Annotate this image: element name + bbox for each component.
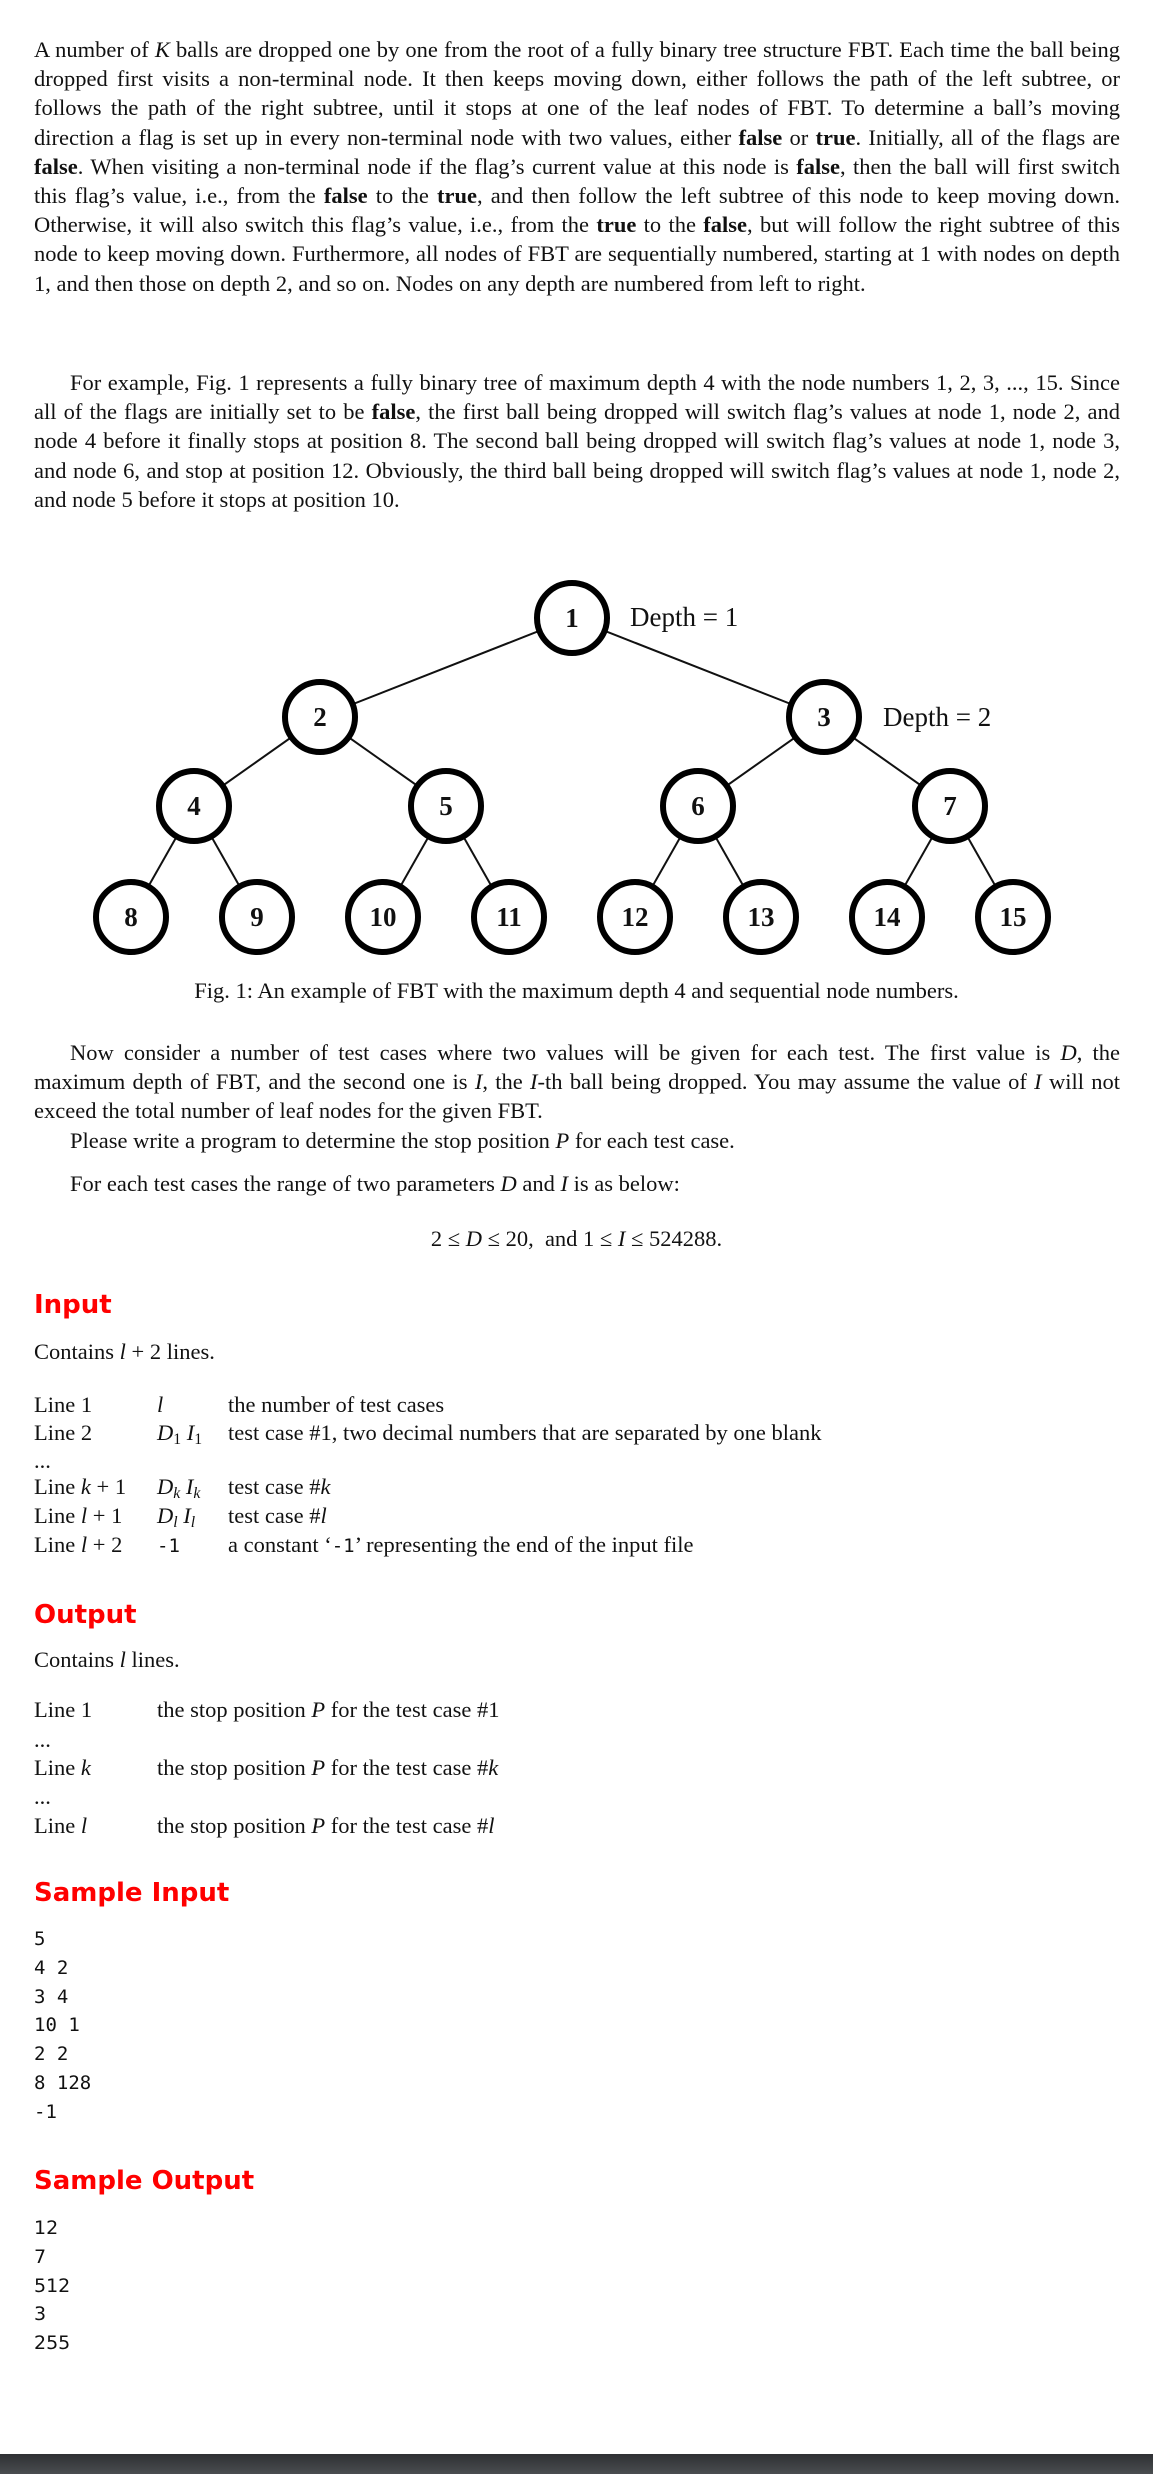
bold-true: true [596, 212, 637, 238]
input-line-description: test case #k [228, 1474, 331, 1499]
sample-input-heading: Sample Input [34, 1878, 230, 1908]
math-D: D [500, 1171, 517, 1196]
sample-output-line: 255 [34, 2332, 71, 2355]
math-I: I [474, 1069, 483, 1095]
bold-false: false [371, 399, 416, 425]
input-line-value: $D_l$ $I_l$ [157, 1503, 196, 1531]
text: and [516, 1171, 561, 1196]
text: 2 ≤ [430, 1226, 466, 1251]
input-contains [34, 1338, 215, 1366]
input-line-label: Line 1 [34, 1392, 93, 1417]
output-line-label: Line 1 [34, 1697, 93, 1722]
math-I: I [1034, 1069, 1042, 1095]
tree-node-12 [600, 882, 670, 952]
input-line-description: test case #l [228, 1503, 327, 1528]
fbt-tree-figure [0, 560, 1153, 970]
text: For example, Fig. 1 represents a fully binary tree of maximum depth 4 with the node numbers 1, 2, 3, ..., 15. Since all of the flags are initially set to be [34, 370, 1120, 425]
text: or [782, 124, 816, 150]
tree-node-label: 13 [747, 902, 775, 932]
text: lines. [125, 1647, 180, 1672]
tree-node-13 [726, 882, 796, 952]
sample-input-line: 10 1 [34, 2014, 80, 2037]
bold-false: false [703, 212, 748, 238]
input-line-label: ... [34, 1448, 51, 1473]
input-line-label: Line 2 [34, 1420, 93, 1445]
math-D: D [465, 1226, 482, 1251]
sample-output-line: 3 [34, 2303, 47, 2326]
text: Please write a program to determine the stop position [70, 1128, 556, 1153]
sample-output-line: 12 [34, 2217, 59, 2239]
sample-output-line: 512 [34, 2274, 71, 2297]
tree-node-4 [159, 771, 229, 841]
text: to the [636, 212, 704, 238]
output-line-label: Line l [34, 1813, 88, 1838]
input-line-label: Line l + 2 [34, 1532, 123, 1557]
text: A number of [34, 37, 155, 62]
bottom-bar [0, 2454, 1153, 2474]
tree-node-label: 5 [439, 791, 453, 821]
text: + 2 lines. [125, 1339, 215, 1364]
sample-output-line: 7 [34, 2245, 47, 2268]
tree-node-label: 15 [999, 902, 1027, 932]
tree-node-label: 7 [943, 791, 957, 821]
text: . Initially, all of the flags are [855, 124, 1120, 150]
input-line-description: test case #1, two decimal numbers that are separated by one blank [228, 1420, 822, 1445]
input-line-label: Line l + 1 [34, 1503, 123, 1528]
bold-false: false [323, 183, 368, 209]
text: , the maximum depth of FBT, and the second one is [34, 1040, 1120, 1095]
tree-node-5 [411, 771, 481, 841]
body-paragraph-3 [34, 1038, 1120, 1126]
input-heading: Input [34, 1290, 112, 1320]
sample-input-line: 5 [34, 1928, 46, 1950]
sample-input-line: 3 4 [34, 1985, 69, 2008]
tree-node-7 [915, 771, 985, 841]
depth-label-1: Depth = 1 [630, 602, 739, 632]
tree-node-3 [789, 682, 859, 752]
depth-label-2: Depth = 2 [883, 702, 992, 732]
tree-node-6 [663, 771, 733, 841]
text: balls are dropped one by one from the root of a fully binary tree structure FBT. Each time the ball being dropped first visits a non-terminal node. It then keeps moving down, either follows the path of the left subtree, or follows the path of the right subtree, until it stops at one of the leaf nodes of FBT. To determine a ball’s moving direction a flag is set up in every non-terminal node with two values, either [34, 37, 1120, 150]
tree-nodes [96, 583, 1048, 952]
math-I: I [530, 1069, 538, 1095]
tree-edge-1-2 [320, 618, 572, 717]
text: Contains [34, 1339, 120, 1364]
math-l: l [119, 1339, 126, 1364]
output-contains [34, 1646, 180, 1674]
tree-node-label: 10 [369, 902, 397, 932]
text: , but will follow the right subtree of this node to keep moving down. Furthermore, all nodes of FBT are sequentially numbered, starting at 1 with nodes on depth 1, and then those on depth 2, and so on. Nodes on any depth are numbered from left to right. [34, 212, 1120, 296]
tree-node-label: 12 [621, 902, 649, 932]
text: for each test case. [569, 1128, 735, 1153]
text: , the first ball being dropped will switch flag’s values at node 1, node 2, and node 4 before it finally stops at position 8. The second ball being dropped will switch flag’s values at node 1, node 3, and node 6, and stop at position 12. Obviously, the third ball being dropped will switch flag’s values at node 1, node 2, and node 5 before it stops at position 10. [34, 399, 1120, 512]
output-line-description: the stop position P for the test case #1 [157, 1697, 500, 1722]
constraint-formula [0, 1226, 1153, 1252]
input-line-label: Line k + 1 [34, 1474, 127, 1499]
sample-input-line: -1 [34, 2100, 57, 2123]
tree-node-10 [348, 882, 418, 952]
output-heading: Output [34, 1600, 137, 1630]
input-line-value: $D_k$ $I_k$ [157, 1474, 201, 1502]
sample-input-line: 4 2 [34, 1956, 69, 1979]
tree-node-label: 1 [565, 603, 579, 633]
math-I: I [560, 1171, 568, 1196]
tree-node-1 [537, 583, 607, 653]
input-line-value: $D_1$ $I_1$ [157, 1420, 203, 1448]
text: is as below: [567, 1171, 680, 1196]
text: , and then follow the left subtree of this node to keep moving down. Otherwise, it will also switch this flag’s value, i.e., from the [34, 183, 1120, 238]
output-line-description: the stop position P for the test case #l [157, 1813, 495, 1838]
text: ≤ 524288. [625, 1226, 723, 1251]
math-l: l [119, 1647, 126, 1672]
text: -th ball being dropped. You may assume the value of [537, 1069, 1035, 1095]
tree-edges [131, 618, 1013, 917]
tree-node-9 [222, 882, 292, 952]
text: Now consider a number of test cases where two values will be given for each test. The first value is [70, 1040, 1061, 1065]
tree-node-label: 2 [313, 702, 327, 732]
tree-node-2 [285, 682, 355, 752]
sample-output-heading: Sample Output [34, 2166, 255, 2196]
output-line-label: ... [34, 1727, 51, 1752]
text: . When visiting a non-terminal node if the flag’s current value at this node is [77, 153, 797, 179]
tree-node-label: 8 [124, 902, 138, 932]
bold-true: true [437, 183, 478, 209]
tree-node-label: 11 [496, 902, 522, 932]
math-P: P [555, 1128, 570, 1153]
tree-node-15 [978, 882, 1048, 952]
text: , the [482, 1069, 531, 1095]
output-line-label: ... [34, 1784, 51, 1809]
bold-false: false [34, 153, 78, 179]
tree-node-label: 9 [250, 902, 264, 932]
output-line-description: the stop position P for the test case #k [157, 1755, 499, 1780]
output-line-label: Line k [34, 1755, 91, 1780]
tree-node-11 [474, 882, 544, 952]
input-line-description: a constant ‘-1’ representing the end of the input file [228, 1532, 694, 1557]
sample-input-line: 8 128 [34, 2071, 92, 2094]
text: For each test cases the range of two parameters [70, 1171, 501, 1196]
math-K: K [154, 37, 170, 62]
input-line-description: the number of test cases [228, 1392, 445, 1417]
bold-false: false [738, 124, 783, 150]
tree-node-label: 14 [873, 902, 901, 932]
tree-node-label: 3 [817, 702, 831, 732]
tree-edge-1-3 [572, 618, 824, 717]
tree-node-label: 4 [187, 791, 201, 821]
text: will not exceed the total number of leaf nodes for the given FBT. [34, 1069, 1121, 1124]
intro-paragraph-2 [34, 368, 1120, 514]
input-line-value: l [157, 1392, 164, 1417]
tree-node-label: 6 [691, 791, 705, 821]
body-paragraph-4 [34, 1126, 1120, 1155]
intro-paragraph-1 [34, 35, 1120, 298]
sample-input-line: 2 2 [34, 2043, 69, 2066]
sample-input-block [34, 1925, 91, 2127]
input-line-value: -1 [157, 1535, 180, 1557]
tree-node-8 [96, 882, 166, 952]
math-I: I [617, 1226, 626, 1251]
bold-false: false [796, 153, 841, 179]
text: Contains [34, 1647, 120, 1672]
sample-output-block [34, 2214, 70, 2358]
body-paragraph-5 [34, 1169, 1120, 1198]
bold-true: true [815, 124, 856, 150]
math-D: D [1060, 1040, 1077, 1065]
text: , then the ball will first switch this flag’s value, i.e., from the [34, 153, 1120, 209]
figure-caption: Fig. 1: An example of FBT with the maximum depth 4 and sequential node numbers. [194, 978, 959, 1003]
text: to the [367, 183, 438, 209]
tree-node-14 [852, 882, 922, 952]
text: ≤ 20, and 1 ≤ [481, 1226, 618, 1251]
